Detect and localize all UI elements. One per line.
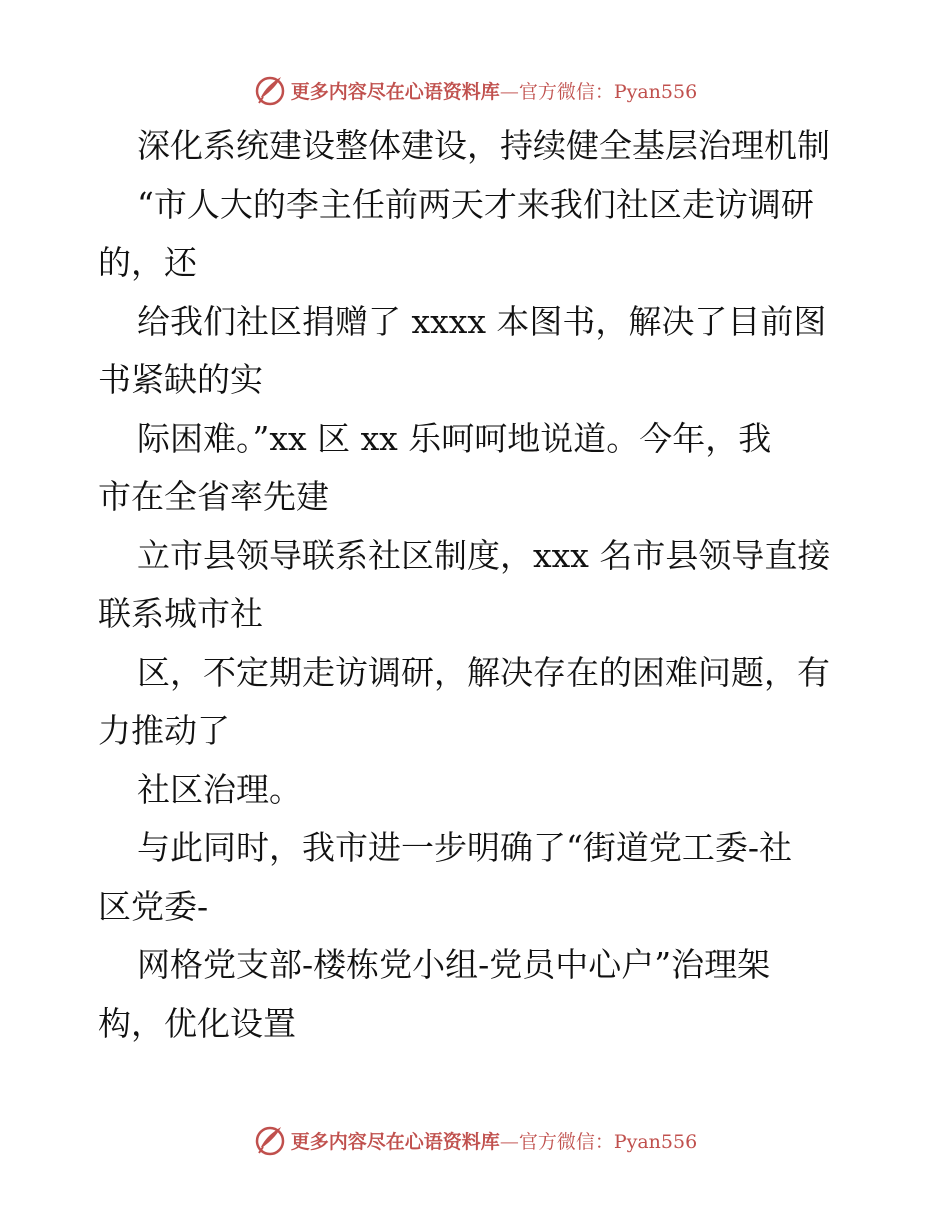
quill-pen-logo-icon [253, 1123, 287, 1157]
doc-line: 构，优化设置 [98, 1004, 296, 1043]
doc-line: 区，不定期走访调研，解决存在的困难问题，有 [137, 653, 830, 692]
doc-line: 书紧缺的实 [98, 360, 263, 399]
doc-line: 与此同时，我市进一步明确了“街道党工委-社 [137, 828, 793, 867]
footer-banner-sep: — [499, 1130, 519, 1153]
doc-line: 社区治理。 [137, 770, 302, 809]
doc-line: 网格党支部-楼栋党小组-党员中心户”治理架 [137, 945, 771, 984]
doc-line: 联系城市社 [98, 594, 263, 633]
footer-banner-text [291, 1127, 697, 1154]
header-banner-main: 更多内容尽在心语资料库 [290, 80, 500, 103]
header-banner-wechat: 官方微信： [518, 80, 614, 103]
doc-line: 力推动了 [98, 711, 230, 750]
footer-banner-wechat: 官方微信： [518, 1130, 614, 1153]
footer-banner [0, 1120, 950, 1160]
doc-line: 市在全省率先建 [98, 477, 329, 516]
footer-banner-id: Pyan556 [613, 1130, 698, 1153]
footer-banner-main: 更多内容尽在心语资料库 [290, 1130, 500, 1153]
header-banner-id: Pyan556 [613, 80, 698, 103]
doc-line: 给我们社区捐赠了 xxxx 本图书，解决了目前图 [137, 302, 827, 341]
doc-line: 的，还 [98, 243, 197, 282]
doc-line: 际困难。”xx 区 xx 乐呵呵地说道。今年，我 [137, 419, 772, 458]
header-banner-sep: — [499, 80, 519, 103]
doc-line: 深化系统建设整体建设，持续健全基层治理机制 [137, 126, 830, 165]
doc-line: 区党委- [98, 887, 209, 926]
doc-line: 立市县领导联系社区制度，xxx 名市县领导直接 [137, 536, 831, 575]
doc-line: “市人大的李主任前两天才来我们社区走访调研 [137, 185, 814, 224]
